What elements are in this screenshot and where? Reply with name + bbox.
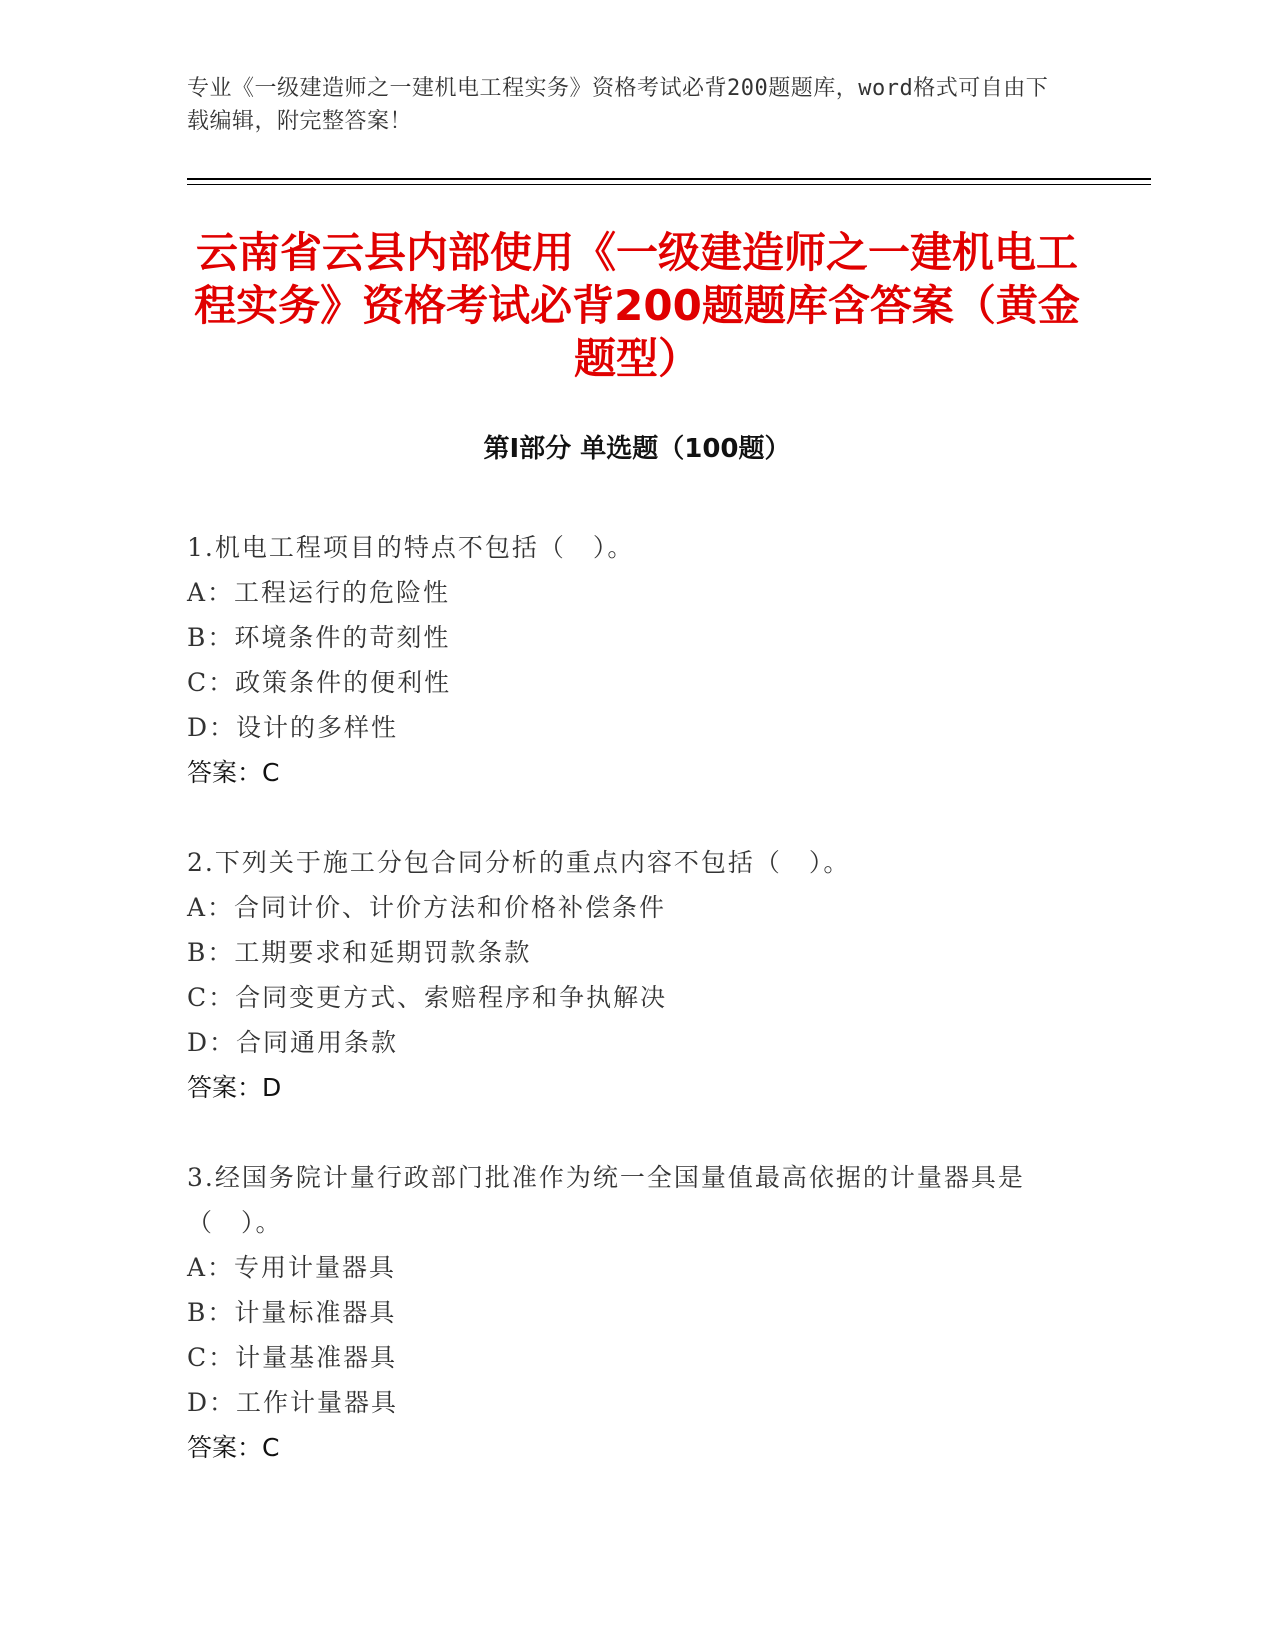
- document-title: 云南省云县内部使用《一级建造师之一建机电工程实务》资格考试必背200题题库含答案（黄金题型）: [194, 228, 1080, 383]
- option-d: D：设计的多样性: [187, 713, 399, 742]
- question-stem: 3.经国务院计量行政部门批准作为统一全国量值最高依据的计量器具是（ ）。: [187, 1163, 1025, 1237]
- section-title: 第I部分 单选题（100题）: [483, 434, 791, 464]
- option-a: A：合同计价、计价方法和价格补偿条件: [187, 893, 667, 922]
- answer: 答案：D: [187, 1073, 282, 1102]
- option-d: D：合同通用条款: [187, 1028, 399, 1057]
- option-c: C：合同变更方式、索赔程序和争执解决: [187, 983, 668, 1012]
- question-stem: 1.机电工程项目的特点不包括（ ）。: [187, 533, 635, 562]
- answer: 答案：C: [187, 758, 280, 787]
- question-item-2: [187, 840, 1067, 1110]
- option-c: C：计量基准器具: [187, 1343, 398, 1372]
- option-c: C：政策条件的便利性: [187, 668, 452, 697]
- header-rule-thin: [187, 184, 1151, 185]
- question-list: [187, 525, 1067, 1515]
- header-rule-thick: [187, 178, 1151, 180]
- question-item-1: [187, 525, 1067, 795]
- option-d: D：工作计量器具: [187, 1388, 399, 1417]
- header-note: 专业《一级建造师之一建机电工程实务》资格考试必背200题题库，word格式可自由下载编辑，附完整答案！: [187, 76, 1049, 134]
- answer: 答案：C: [187, 1433, 280, 1462]
- option-b: B：计量标准器具: [187, 1298, 397, 1327]
- option-b: B：工期要求和延期罚款条款: [187, 938, 532, 967]
- option-b: B：环境条件的苛刻性: [187, 623, 451, 652]
- option-a: A：专用计量器具: [187, 1253, 397, 1282]
- option-a: A：工程运行的危险性: [187, 578, 451, 607]
- question-stem: 2.下列关于施工分包合同分析的重点内容不包括（ ）。: [187, 848, 851, 877]
- question-item-3: [187, 1155, 1067, 1470]
